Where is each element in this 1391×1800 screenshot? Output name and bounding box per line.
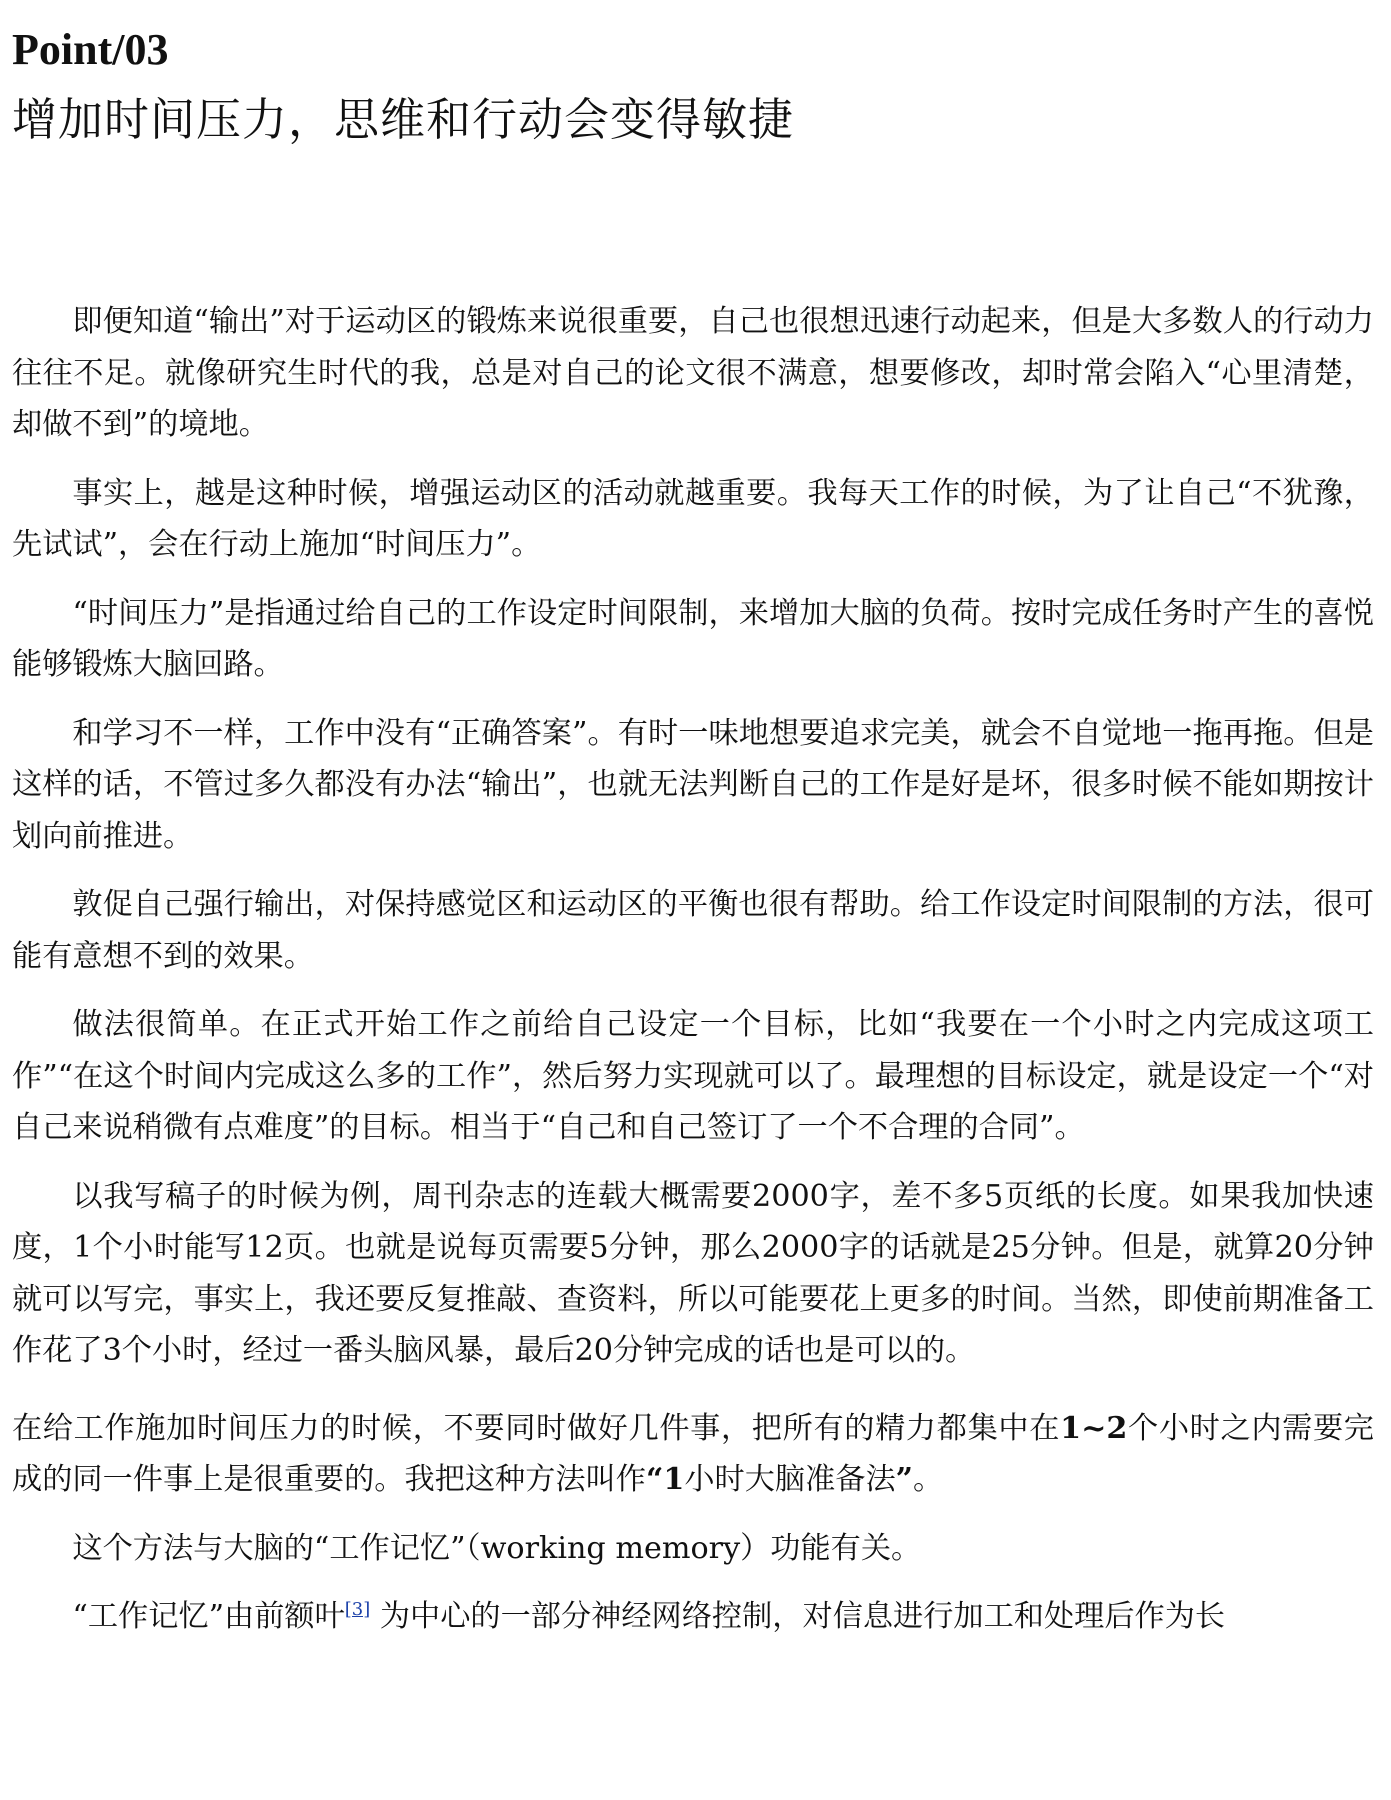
footnote-paragraph-text-before: “工作记忆”由前额叶 (72, 1599, 345, 1634)
footnote-paragraph-text-after: 为中心的一部分神经网络控制，对信息进行加工和处理后作为长 (370, 1599, 1226, 1634)
emphasis-text-4: 。 (913, 1462, 944, 1497)
paragraph-2: 事实上，越是这种时候，增强运动区的活动就越重要。我每天工作的时候，为了让自己“不犹豫，先试试”，会在行动上施加“时间压力”。 (12, 475, 1374, 562)
body-text (12, 296, 1374, 1660)
working-memory-paragraph: 这个方法与大脑的“工作记忆”（working memory）功能有关。 (72, 1530, 922, 1566)
footnote-link[interactable]: [3] (344, 1598, 371, 1620)
emphasis-bold-3: ” (895, 1462, 914, 1497)
footnote-paragraph (12, 1591, 1374, 1643)
emphasis-paragraph (12, 1403, 1374, 1506)
paragraph-4: 和学习不一样，工作中没有“正确答案”。有时一味地想要追求完美，就会不自觉地一拖再拖。但是这样的话，不管过多久都没有办法“输出”，也就无法判断自己的工作是好是坏，很多时候不能如期按计划向前推进。 (12, 715, 1374, 854)
paragraph-5: 敦促自己强行输出，对保持感觉区和运动区的平衡也很有帮助。给工作设定时间限制的方法，很可能有意想不到的效果。 (12, 887, 1374, 974)
emphasis-text-2: 个小时之内需要完成的同一件事上是很重要的。我把这种方法叫作 (12, 1410, 1374, 1497)
paragraph-3: “时间压力”是指通过给自己的工作设定时间限制，来增加大脑的负荷。按时完成任务时产生的喜悦能够锻炼大脑回路。 (12, 595, 1374, 682)
paragraph-1: 即便知道“输出”对于运动区的锻炼来说很重要，自己也很想迅速行动起来，但是大多数人的行动力往往不足。就像研究生时代的我，总是对自己的论文很不满意，想要修改，却时常会陷入“心里清楚，却做不到”的境地。 (12, 304, 1374, 442)
paragraph-7: 以我写稿子的时候为例，周刊杂志的连载大概需要2000字，差不多5页纸的长度。如果我加快速度，1个小时能写12页。也就是说每页需要5分钟，那么2000字的话就是25分钟。但是，就算20分钟就可以写完，事实上，我还要反复推敲、查资料，所以可能要花上更多的时间。当然，即使前期准备工作花了3个小时，经过一番头脑风暴，最后20分钟完成的话也是可以的。 (12, 1178, 1374, 1368)
emphasis-text-1: 在给工作施加时间压力的时候，不要同时做好几件事，把所有的精力都集中在 (12, 1410, 1061, 1446)
emphasis-bold-1: 1~2 (1060, 1410, 1128, 1446)
point-label: Point/03 (12, 25, 169, 74)
paragraph-6: 做法很简单。在正式开始工作之前给自己设定一个目标，比如“我要在一个小时之内完成这项工作”“在这个时间内完成这么多的工作”，然后努力实现就可以了。最理想的目标设定，就是设定一个“对自己来说稍微有点难度”的目标。相当于“自己和自己签订了一个不合理的合同”。 (12, 1007, 1374, 1145)
page-title: 增加时间压力，思维和行动会变得敏捷 (12, 93, 795, 146)
emphasis-text-3: 小时大脑准备法 (684, 1462, 896, 1497)
emphasis-bold-2: “1 (645, 1462, 685, 1497)
